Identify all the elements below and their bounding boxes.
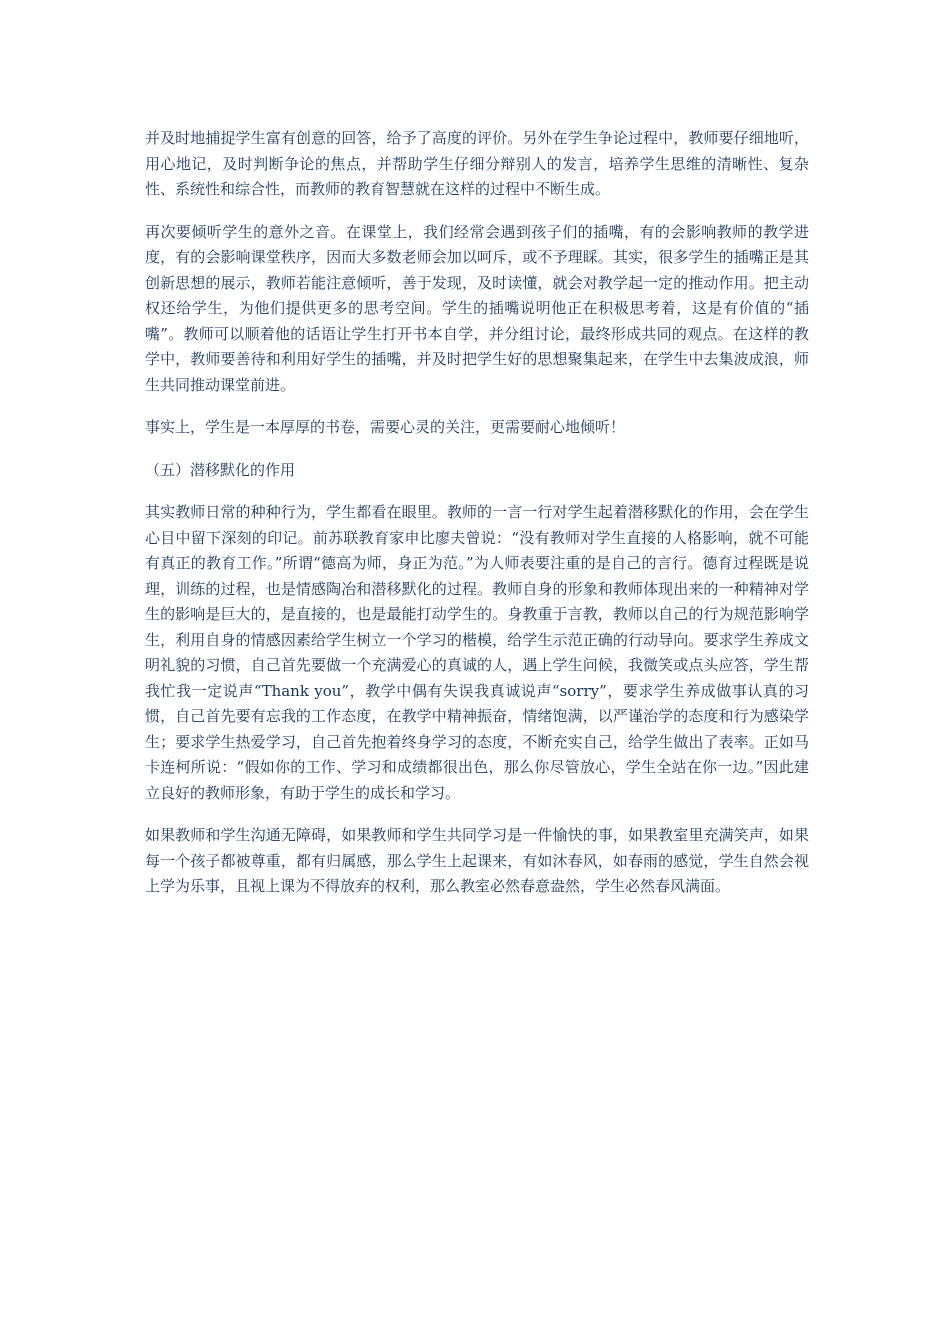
- document-page: [145, 126, 809, 917]
- paragraph-classroom-atmosphere: 如果教师和学生沟通无障碍，如果教师和学生共同学习是一件愉快的事，如果教室里充满笑声，如果每一个孩子都被尊重，都有归属感，那么学生上起课来，有如沐春风，如春雨的感觉，学生自然会视上学为乐事，且视上课为不得放弃的权利，那么教室必然春意盎然，学生必然春风满面。: [145, 826, 809, 895]
- paragraph-students-as-book: 事实上，学生是一本厚厚的书卷，需要心灵的关注，更需要耐心地倾听！: [145, 418, 626, 436]
- paragraph-listen-interruptions: 再次要倾听学生的意外之音。在课堂上，我们经常会遇到孩子们的插嘴，有的会影响教师的教学进度，有的会影响课堂秩序，因而大多数老师会加以呵斥，或不予理睬。其实，很多学生的插嘴正是其创新思想的展示，教师若能注意倾听，善于发现，及时读懂，就会对教学起一定的推动作用。把主动权还给学生，为他们提供更多的思考空间。学生的插嘴说明他正在积极思考着，这是有价值的“插嘴”。教师可以顺着他的话语让学生打开书本自学，并分组讨论，最终形成共同的观点。在这样的教学中，教师要善待和利用好学生的插嘴，并及时把学生好的思想聚集起来，在学生中去集波成浪，师生共同推动课堂前进。: [145, 222, 809, 394]
- paragraph-capture-responses: 并及时地捕捉学生富有创意的回答，给予了高度的评价。另外在学生争论过程中，教师要仔细地听，用心地记，及时判断争论的焦点，并帮助学生仔细分辩别人的发言，培养学生思维的清晰性、复杂性、系统性和综合性，而教师的教育智慧就在这样的过程中不断生成。: [145, 129, 809, 198]
- section-heading-subtle-influence: （五）潜移默化的作用: [145, 460, 296, 479]
- paragraph-teacher-example: 其实教师日常的种种行为，学生都看在眼里。教师的一言一行对学生起着潜移默化的作用，会在学生心目中留下深刻的印记。前苏联教育家申比廖夫曾说：“没有教师对学生直接的人格影响，就不可能有真正的教育工作。”所谓“德高为师，身正为范。”为人师表要注重的是自己的言行。德育过程既是说理，训练的过程，也是情感陶冶和潜移默化的过程。教师自身的形象和教师体现出来的一种精神对学生的影响是巨大的，是直接的，也是最能打动学生的。身教重于言教，教师以自己的行为规范影响学生，利用自身的情感因素给学生树立一个学习的楷模，给学生示范正确的行动导向。要求学生养成文明礼貌的习惯，自己首先要做一个充满爱心的真诚的人，遇上学生问候，我微笑或点头应答，学生帮我忙我一定说声“Thank you”，教学中偶有失误我真诚说声“sorry”，要求学生养成做事认真的习惯，自己首先要有忘我的工作态度，在教学中精神振奋，情绪饱满，以严谨治学的态度和行为感染学生；要求学生热爱学习，自己首先抱着终身学习的态度，不断充实自己，给学生做出了表率。正如马卡连柯所说：“假如你的工作、学习和成绩都很出色，那么你尽管放心，学生全站在你一边。”因此建立良好的教师形象，有助于学生的成长和学习。: [145, 503, 809, 802]
